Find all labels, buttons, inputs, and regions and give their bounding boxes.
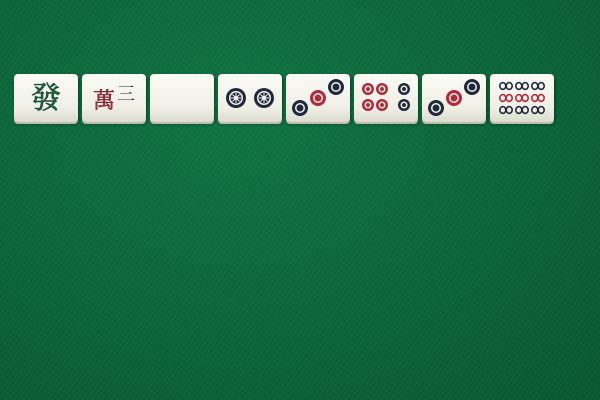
six-circles-icon <box>354 74 418 122</box>
nine-mark <box>516 83 528 90</box>
circle-dot <box>328 79 344 95</box>
circle-dot <box>376 83 388 95</box>
nine-mark <box>532 95 544 102</box>
circle-dot <box>428 100 444 116</box>
tile-three-character[interactable] <box>82 74 146 122</box>
nine-mark-grid <box>500 83 544 114</box>
circle-dot <box>464 79 480 95</box>
character-bottom-glyph: 萬 <box>92 89 116 114</box>
nine-mark <box>500 95 512 102</box>
nine-mark <box>532 83 544 90</box>
three-circles-icon <box>286 74 350 122</box>
tile-three-circles-2[interactable] <box>422 74 486 122</box>
nine-mark <box>532 107 544 114</box>
circle-dot <box>362 83 374 95</box>
circle-dot <box>310 90 326 106</box>
circle-dot <box>398 83 410 95</box>
green-dragon-glyph: 發 <box>31 81 61 116</box>
green-dragon-icon <box>14 74 78 122</box>
player-hand <box>14 74 554 124</box>
tile-green-dragon[interactable] <box>14 74 78 122</box>
nine-mark <box>516 95 528 102</box>
nine-mark <box>516 107 528 114</box>
circle-dot <box>226 88 246 108</box>
nine-bamboo-icon <box>490 74 554 122</box>
tile-six-circles[interactable] <box>354 74 418 122</box>
circle-dot <box>292 100 308 116</box>
nine-mark <box>500 107 512 114</box>
three-circles-icon <box>422 74 486 122</box>
circle-dot <box>376 99 388 111</box>
nine-mark <box>500 83 512 90</box>
tile-white-dragon[interactable] <box>150 74 214 122</box>
circle-dot <box>398 99 410 111</box>
circle-dot <box>254 88 274 108</box>
character-icon <box>82 74 146 122</box>
circle-dot <box>362 99 374 111</box>
white-dragon-icon <box>150 74 214 122</box>
tile-nine[interactable] <box>490 74 554 122</box>
circle-dot <box>446 90 462 106</box>
character-top-glyph: 三 <box>117 84 135 105</box>
tile-three-circles[interactable] <box>286 74 350 122</box>
two-circles-icon <box>218 74 282 122</box>
tile-two-circles[interactable] <box>218 74 282 122</box>
